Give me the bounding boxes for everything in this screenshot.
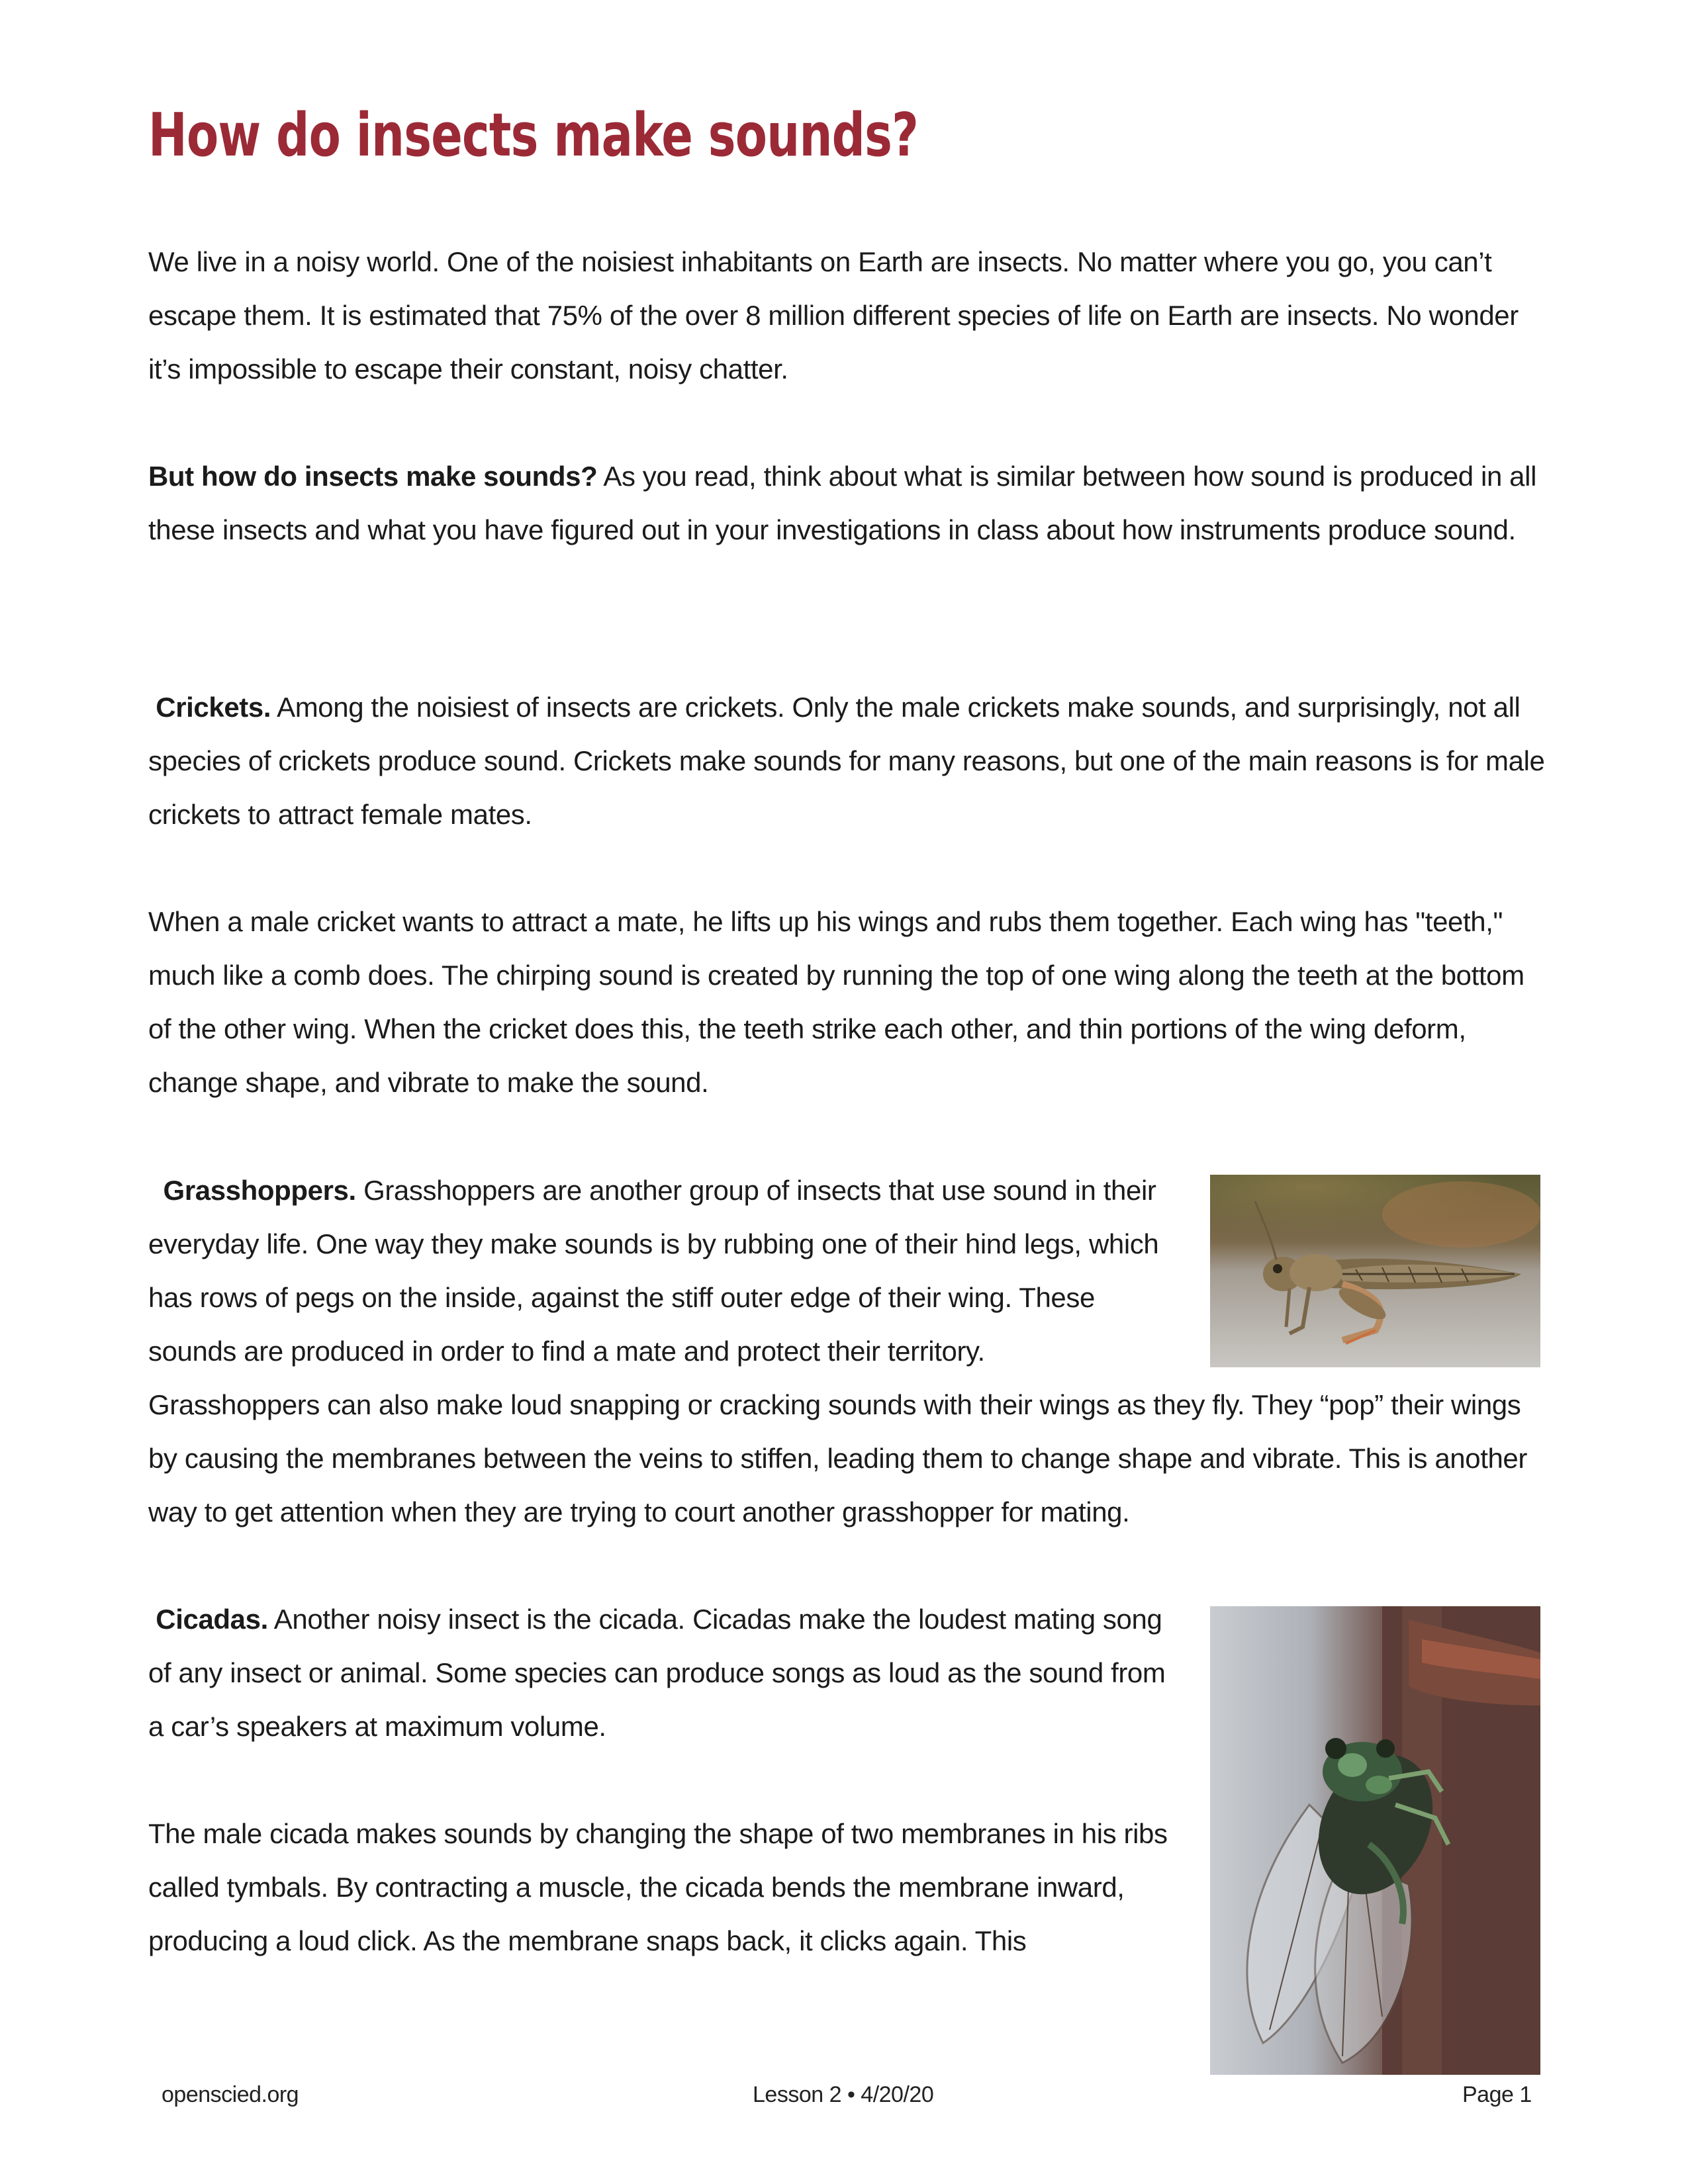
grasshopper-illustration bbox=[1210, 1175, 1540, 1367]
grasshoppers-text: Grasshoppers are another group of insects that use sound in their everyday life. One way they make sounds is by rubbing one of their hind legs, which has rows of pegs on the inside, against the stiff outer edge of their wing. These sounds are produced in order to find a mate and protect their territory. bbox=[148, 1175, 1159, 1367]
footer-site: openscied.org bbox=[162, 2082, 299, 2107]
question-paragraph bbox=[148, 449, 1552, 557]
cicada-illustration bbox=[1210, 1606, 1540, 2075]
grasshoppers-heading: Grasshoppers. bbox=[163, 1175, 356, 1206]
grasshopper-photo bbox=[1210, 1175, 1540, 1367]
cicadas-heading: Cicadas. bbox=[156, 1604, 268, 1635]
intro-paragraph: We live in a noisy world. One of the noisiest inhabitants on Earth are insects. No matter where you go, you can’t escape them. It is estimated that 75% of the over 8 million different species of life on Earth are insects. No wonder it’s impossible to escape their constant, noisy chatter. bbox=[148, 246, 1519, 385]
cicadas-paragraph bbox=[148, 1592, 1188, 1753]
question-text: As you read, think about what is similar between how sound is produced in all these insects and what you have figured out in your investigations in class about how instruments produce sound. bbox=[148, 461, 1536, 545]
page-title: How do insects make sounds? bbox=[148, 101, 919, 170]
question-lead: But how do insects make sounds? bbox=[148, 461, 598, 492]
crickets-text: Among the noisiest of insects are crickets. Only the male crickets make sounds, and surprisingly, not all species of crickets produce sound. Crickets make sounds for many reasons, but one of the main reasons is for male crickets to attract female mates. bbox=[148, 692, 1545, 830]
cicadas-text: Another noisy insect is the cicada. Cicadas make the loudest mating song of any insect or animal. Some species can produce songs as loud as the sound from a car’s speakers at maximum volume. bbox=[148, 1604, 1166, 1742]
crickets-paragraph-2: When a male cricket wants to attract a mate, he lifts up his wings and rubs them together. Each wing has "teeth," much like a comb does. The chirping sound is created by running the top of one wing along the teeth at the bottom of the other wing. When the cricket does this, the teeth strike each other, and thin portions of the wing deform, change shape, and vibrate to make the sound. bbox=[148, 906, 1524, 1098]
cicada-photo bbox=[1210, 1606, 1540, 2075]
grasshoppers-paragraph-2: Grasshoppers can also make loud snapping or cracking sounds with their wings as they fly. They “pop” their wings by causing the membranes between the veins to stiffen, leading them to change shape and vibrate. This is another way to get attention when they are trying to court another grasshopper for mating. bbox=[148, 1389, 1527, 1527]
crickets-paragraph bbox=[148, 680, 1552, 841]
footer-lesson: Lesson 2 • 4/20/20 bbox=[753, 2082, 934, 2107]
cicadas-paragraph-2: The male cicada makes sounds by changing the shape of two membranes in his ribs called tymbals. By contracting a muscle, the cicada bends the membrane inward, producing a loud click. As the membrane snaps back, it clicks again. This bbox=[148, 1818, 1168, 1956]
footer-page-number: Page 1 bbox=[1462, 2082, 1532, 2107]
crickets-heading: Crickets. bbox=[156, 692, 271, 723]
grasshoppers-paragraph bbox=[148, 1163, 1188, 1378]
